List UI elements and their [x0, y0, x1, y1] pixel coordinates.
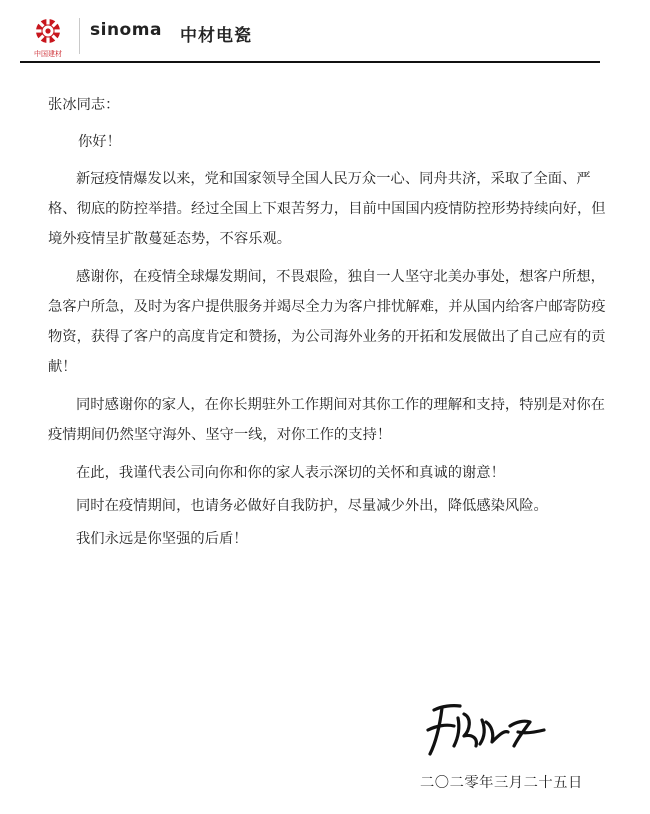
letterhead [20, 12, 600, 62]
salutation: 张冰同志： [48, 97, 120, 113]
brand-name-en: sinoma [90, 20, 162, 40]
greeting: 你好！ [78, 134, 121, 150]
paragraph-3: 同时感谢你的家人，在你长期驻外工作期间对其你工作的理解和支持，特别是对你在疫情期间仍然坚守海外、坚守一线，对你工作的支持！ [48, 397, 605, 443]
company-logo-icon [26, 14, 70, 60]
paragraph-4: 在此，我谨代表公司向你和你的家人表示深切的关怀和真诚的谢意！ [76, 465, 505, 481]
brand-name-cn: 中材电瓷 [180, 26, 252, 46]
letter-date: 二〇二零年三月二十五日 [420, 775, 583, 791]
paragraph-1: 新冠疫情爆发以来，党和国家领导全国人民万众一心、同舟共济，采取了全面、严格、彻底的防控举措。经过全国上下艰苦努力，目前中国国内疫情防控形势持续向好，但境外疫情呈扩散蔓延态势，不容乐观。 [48, 171, 606, 247]
logo-divider [79, 18, 80, 54]
paragraph-2: 感谢你，在疫情全球爆发期间，不畏艰险，独自一人坚守北美办事处，想客户所想，急客户所急，及时为客户提供服务并竭尽全力为客户排忧解难，并从国内给客户邮寄防疫物资，获得了客户的高度肯定和赞扬，为公司海外业务的开拓和发展做出了自己应有的贡献！ [48, 269, 606, 375]
signature-icon [420, 696, 560, 762]
paragraph-5: 同时在疫情期间，也请务必做好自我防护，尽量减少外出，降低感染风险。 [76, 498, 548, 514]
letter-body [48, 90, 608, 557]
paragraph-6: 我们永远是你坚强的后盾！ [76, 531, 248, 547]
header-divider [20, 61, 600, 63]
logo-caption: 中国建材 [34, 50, 62, 58]
